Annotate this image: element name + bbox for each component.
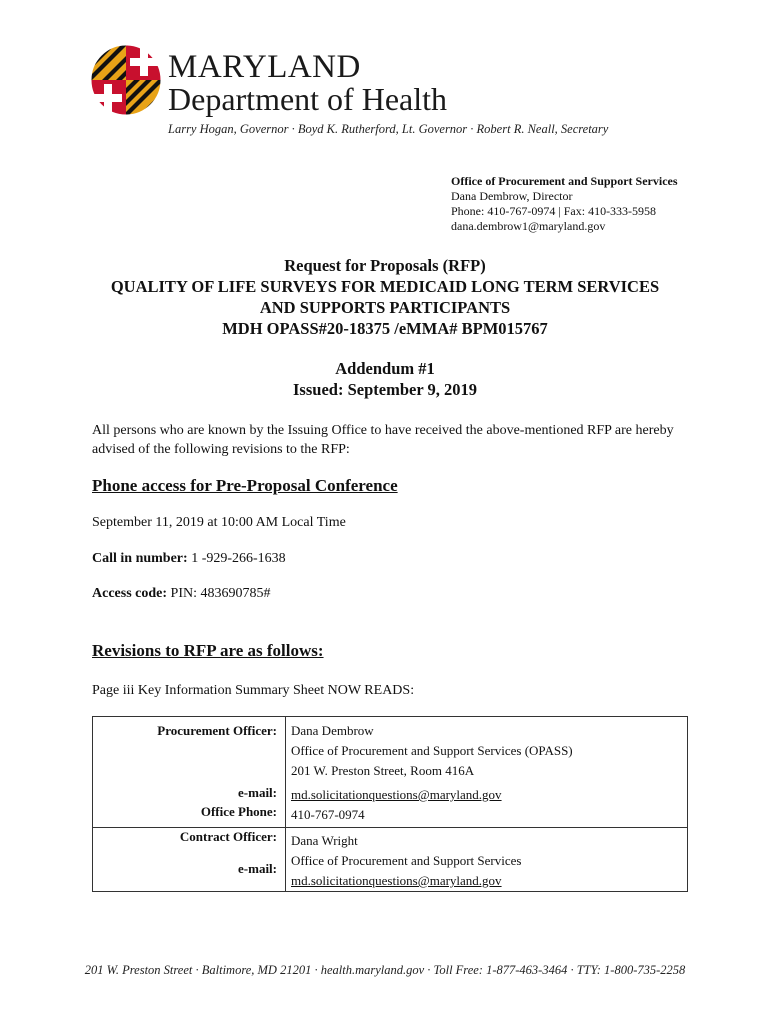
procurement-email-link[interactable]: md.solicitationquestions@maryland.gov [291, 787, 502, 802]
call-in-number: 1 -929-266-1638 [187, 551, 286, 566]
contract-officer-name: Dana Wright [291, 833, 358, 848]
contract-email-link[interactable]: md.solicitationquestions@maryland.gov [291, 873, 502, 888]
access-code-value: PIN: 483690785# [167, 586, 271, 601]
email-label: e-mail: [238, 785, 277, 800]
access-code-label: Access code: [92, 586, 168, 601]
addendum-number: Addendum #1 [335, 359, 435, 378]
office-phone: Phone: 410-767-0974 | Fax: 410-333-5958 [451, 204, 657, 218]
rfp-title-line3: AND SUPPORTS PARTICIPANTS [259, 298, 511, 317]
revisions-heading: Revisions to RFP are as follows: [92, 641, 324, 660]
addendum-issued: Issued: September 9, 2019 [293, 380, 477, 399]
rfp-title-block [60, 255, 710, 339]
call-in-line [92, 551, 286, 567]
department-name: Department of Health [168, 81, 447, 117]
page-footer: 201 W. Preston Street · Baltimore, MD 21201 · health.maryland.gov · Toll Free: 1-877-463-3464 · TTY: 1-800-735-2258 [84, 963, 686, 977]
conference-datetime: September 11, 2019 at 10:00 AM Local Time [92, 515, 346, 530]
procurement-officer-address: 201 W. Preston Street, Room 416A [291, 763, 475, 778]
officials-line: Larry Hogan, Governor · Boyd K. Rutherford, Lt. Governor · Robert R. Neall, Secretary [168, 122, 609, 136]
rfp-title-line4: MDH OPASS#20-18375 /eMMA# BPM015767 [222, 319, 548, 338]
key-information-table [92, 716, 688, 892]
procurement-officer-label: Procurement Officer: [157, 723, 277, 738]
contract-email-label: e-mail: [238, 861, 277, 876]
office-contact-block [451, 174, 678, 234]
rfp-title-line2: QUALITY OF LIFE SURVEYS FOR MEDICAID LONG TERM SERVICES [110, 277, 660, 296]
office-title: Office of Procurement and Support Services [451, 174, 678, 188]
org-name: MARYLAND [168, 49, 361, 85]
contract-officer-label: Contract Officer: [179, 829, 277, 844]
procurement-officer-office: Office of Procurement and Support Services (OPASS) [291, 743, 573, 758]
conference-heading: Phone access for Pre-Proposal Conference [92, 476, 398, 495]
addendum-block [60, 358, 710, 400]
access-code-line [92, 586, 270, 602]
office-phone-value: 410-767-0974 [291, 807, 365, 822]
maryland-flag-logo-icon [90, 44, 162, 116]
office-director: Dana Dembrow, Director [451, 189, 573, 203]
intro-paragraph: All persons who are known by the Issuing Office to have received the above-mentioned RFP are hereby advised of the following revisions to the RFP: [92, 423, 674, 457]
call-in-label: Call in number: [92, 551, 188, 566]
rfp-title-line1: Request for Proposals (RFP) [284, 256, 486, 275]
table-column-divider [285, 717, 286, 891]
procurement-officer-name: Dana Dembrow [291, 723, 374, 738]
office-email: dana.dembrow1@maryland.gov [451, 219, 606, 233]
page-note: Page iii Key Information Summary Sheet NOW READS: [92, 683, 415, 698]
contract-officer-office: Office of Procurement and Support Services [291, 853, 522, 868]
office-phone-label: Office Phone: [200, 804, 277, 819]
